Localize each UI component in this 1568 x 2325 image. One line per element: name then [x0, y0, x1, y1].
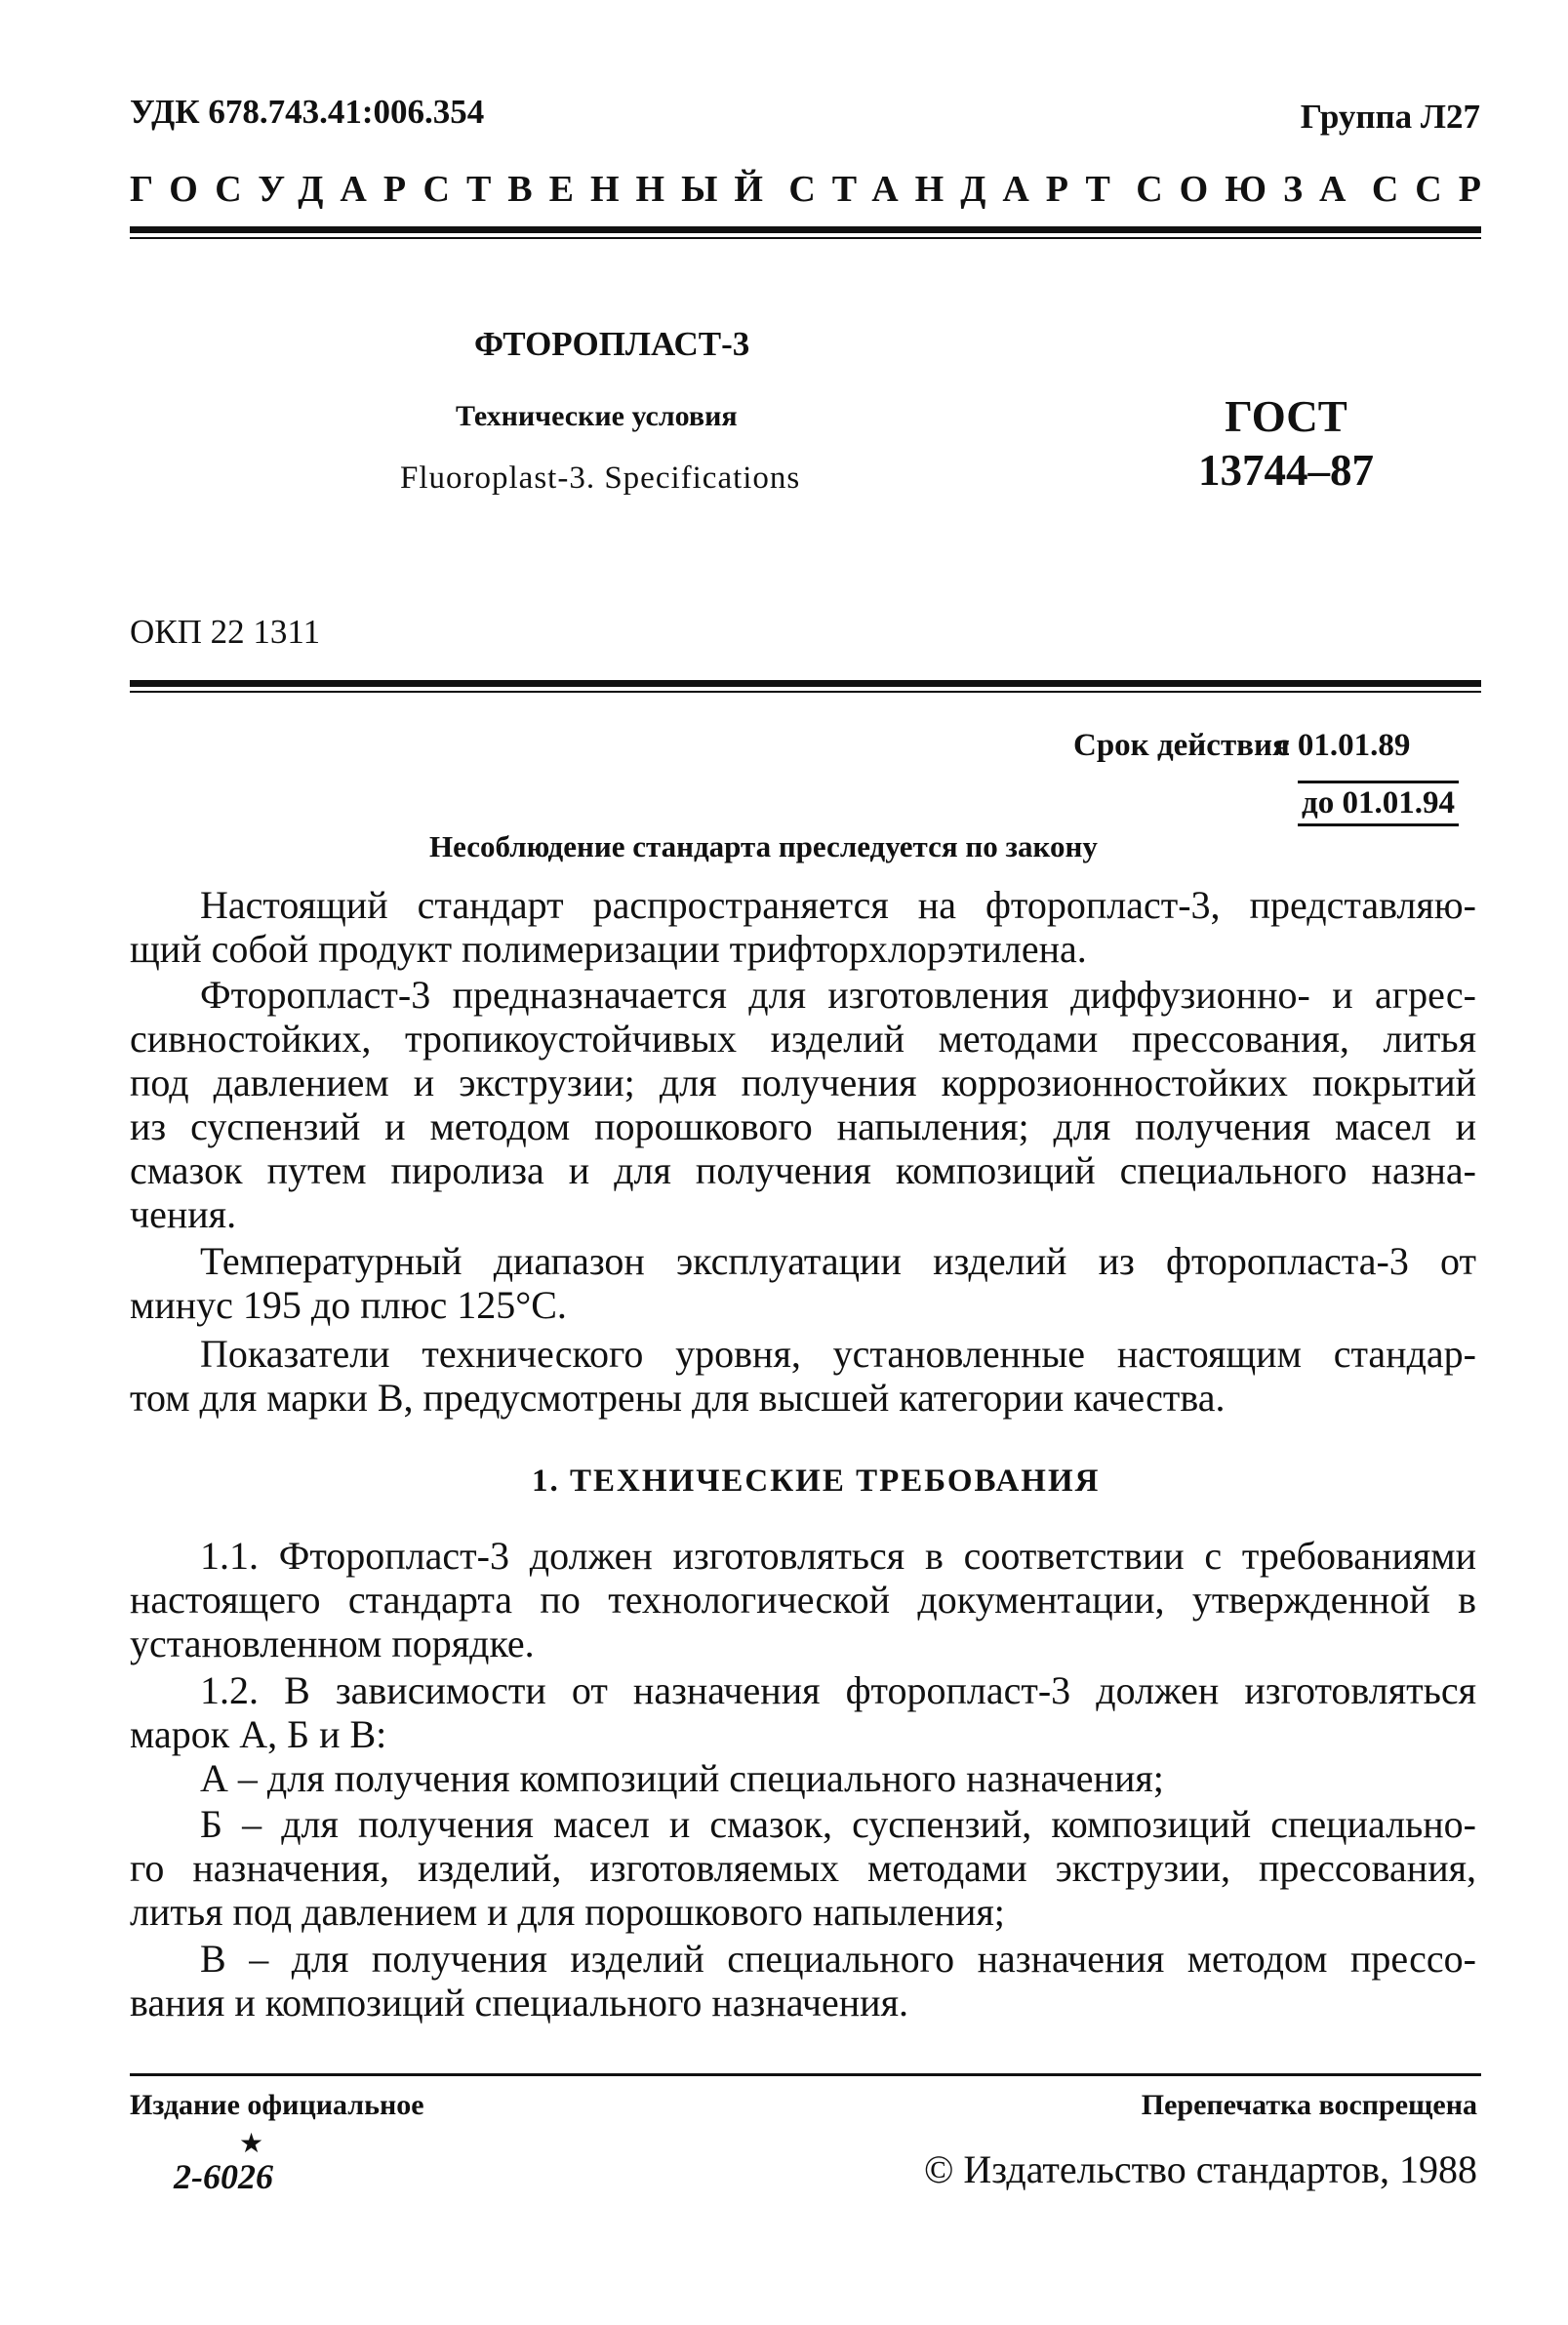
gost-label: ГОСТ — [1225, 392, 1347, 441]
validity-from: с 01.01.89 — [1275, 728, 1411, 763]
text-line: смазок путем пиролиза и для получения композиций специального назна- — [130, 1148, 1476, 1192]
text-line: из суспензий и методом порошкового напыления; для получения масел и — [130, 1104, 1476, 1148]
state-word: СТАНДАРТ — [788, 169, 1127, 210]
text-line: Температурный диапазон эксплуатации изделий из фторопласта-3 от — [200, 1239, 1476, 1283]
text-line: настоящего стандарта по технологической документации, утвержденной в — [130, 1578, 1476, 1622]
intro-paragraph — [130, 973, 1476, 1236]
text-line: установленном порядке. — [130, 1622, 535, 1665]
section-heading: 1. ТЕХНИЧЕСКИЕ ТРЕБОВАНИЯ — [532, 1463, 1101, 1499]
text-line: Фторопласт-3 предназначается для изготовления диффузионно- и агрес- — [200, 973, 1476, 1017]
text-line: вания и композиций специального назначения. — [130, 1981, 908, 2024]
section-paragraph — [130, 1802, 1476, 1934]
handwritten-number: 2-6026 — [174, 2157, 273, 2196]
section-paragraph — [130, 1937, 1476, 2024]
text-line: 1.2. В зависимости от назначения фторопласт-3 должен изготовляться — [200, 1668, 1476, 1712]
state-word: СОЮЗА — [1136, 169, 1363, 210]
edition-note: Издание официальное — [130, 2089, 424, 2121]
okp-code: ОКП 22 1311 — [130, 613, 321, 651]
text-line: минус 195 до плюс 125°С. — [130, 1283, 567, 1327]
text-line: Б – для получения масел и смазок, суспензий, композиций специально- — [200, 1802, 1476, 1846]
legal-warning: Несоблюдение стандарта преследуется по закону — [429, 829, 1098, 863]
star-icon: ★ — [239, 2129, 264, 2159]
text-line: марок А, Б и В: — [130, 1712, 387, 1756]
group-code: Группа Л27 — [1300, 98, 1480, 136]
text-line: Показатели технического уровня, установленные настоящим стандар- — [200, 1332, 1476, 1376]
text-line: литья под давлением и для порошкового напыления; — [130, 1890, 1005, 1934]
copyright-notice: © Издательство стандартов, 1988 — [923, 2147, 1477, 2191]
text-line: чения. — [130, 1192, 237, 1236]
state-word: ССР — [1371, 169, 1498, 210]
title-divider-thin — [130, 691, 1481, 693]
text-line: го назначения, изделий, изготовляемых методами экструзии, прессования, — [130, 1846, 1476, 1890]
intro-paragraph — [130, 1239, 1476, 1327]
footer-divider — [130, 2073, 1481, 2076]
text-line: том для марки В, предусмотрены для высшей категории качества. — [130, 1376, 1226, 1420]
udk-code: УДК 678.743.41:006.354 — [130, 93, 485, 131]
document-title: ФТОРОПЛАСТ-3 — [474, 325, 750, 363]
header-divider — [130, 226, 1481, 233]
gost-designation — [1198, 390, 1374, 498]
header-divider-thin — [130, 237, 1481, 239]
intro-paragraph — [130, 1332, 1476, 1420]
document-subtitle: Технические условия — [456, 400, 738, 432]
section-paragraph — [130, 1668, 1476, 1756]
section-paragraph — [130, 1534, 1476, 1665]
reprint-note: Перепечатка воспрещена — [1141, 2089, 1477, 2121]
text-line: Настоящий стандарт распространяется на фторопласт-3, представляю- — [200, 883, 1476, 927]
text-line: сивностойких, тропикоустойчивых изделий методами прессования, литья — [130, 1017, 1476, 1061]
text-line: щий собой продукт полимеризации трифторхлорэтилена. — [130, 927, 1087, 971]
state-standard-banner — [130, 168, 1498, 211]
gost-number: 13744–87 — [1198, 446, 1374, 495]
validity-label: Срок действия — [1073, 728, 1290, 763]
text-line: А – для получения композиций специального назначения; — [200, 1756, 1164, 1800]
validity-to: до 01.01.94 — [1298, 781, 1459, 826]
text-line: В – для получения изделий специального назначения методом прессо- — [200, 1937, 1476, 1981]
text-line: под давлением и экструзии; для получения коррозионностойких покрытий — [130, 1061, 1476, 1104]
title-divider — [130, 680, 1481, 687]
intro-paragraph — [130, 883, 1476, 971]
state-word: ГОСУДАРСТВЕННЫЙ — [130, 169, 780, 210]
text-line: 1.1. Фторопласт-3 должен изготовляться в соответствии с требованиями — [200, 1534, 1476, 1578]
english-title: Fluoroplast-3. Specifications — [400, 461, 801, 496]
section-paragraph — [130, 1756, 1476, 1800]
